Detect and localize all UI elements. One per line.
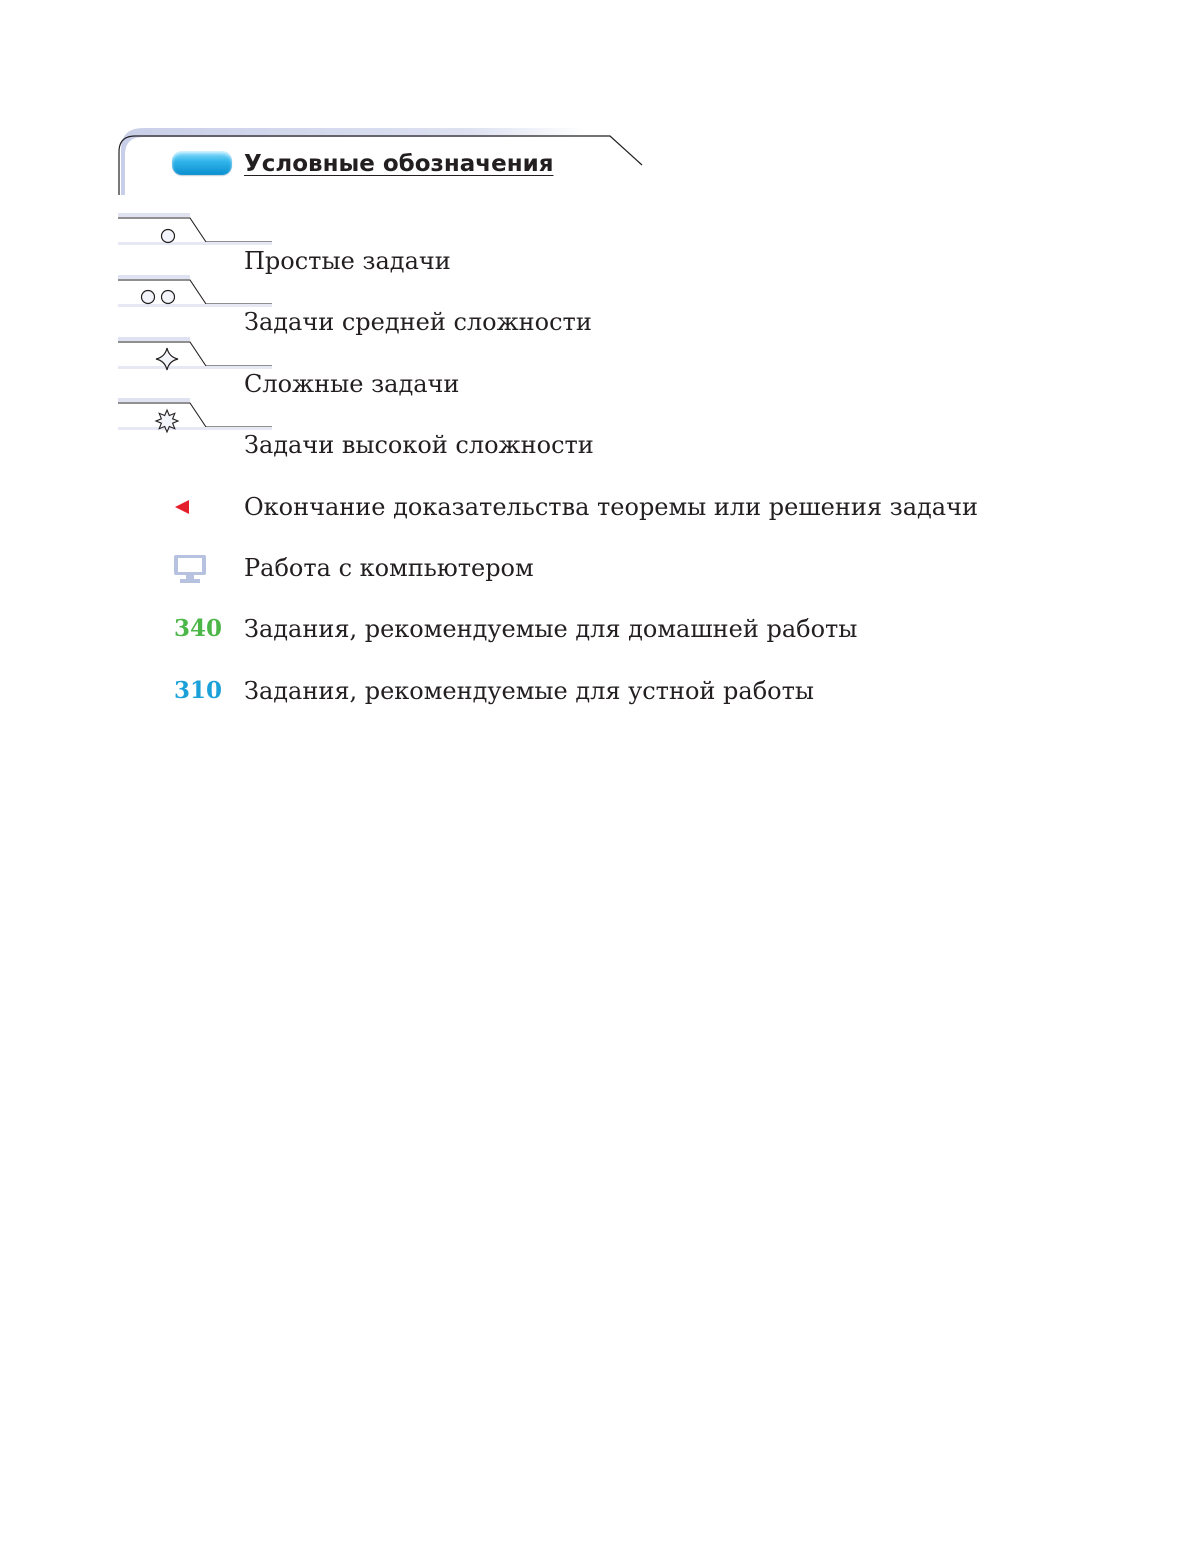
header-accent-pill: [172, 151, 232, 175]
monitor-icon: [172, 552, 208, 593]
legend-label-medium: Задачи средней сложности: [244, 308, 592, 336]
page-title: Условные обозначения: [244, 151, 554, 177]
legend-label-oral: Задания, рекомендуемые для устной работы: [244, 677, 814, 705]
legend-label-proof-end: Окончание доказательства теоремы или решения задачи: [244, 493, 978, 521]
legend-label-simple: Простые задачи: [244, 247, 451, 275]
homework-number: 340: [174, 615, 223, 642]
oral-number: 310: [174, 677, 223, 704]
legend-header: [0, 0, 700, 220]
legend-label-hard: Сложные задачи: [244, 370, 460, 398]
legend-label-very-hard: Задачи высокой сложности: [244, 431, 594, 459]
legend-label-computer: Работа с компьютером: [244, 554, 534, 582]
red-triangle-left-icon: [172, 491, 192, 532]
legend-label-homework: Задания, рекомендуемые для домашней работы: [244, 615, 858, 643]
header-frame-graphic: [0, 0, 700, 220]
